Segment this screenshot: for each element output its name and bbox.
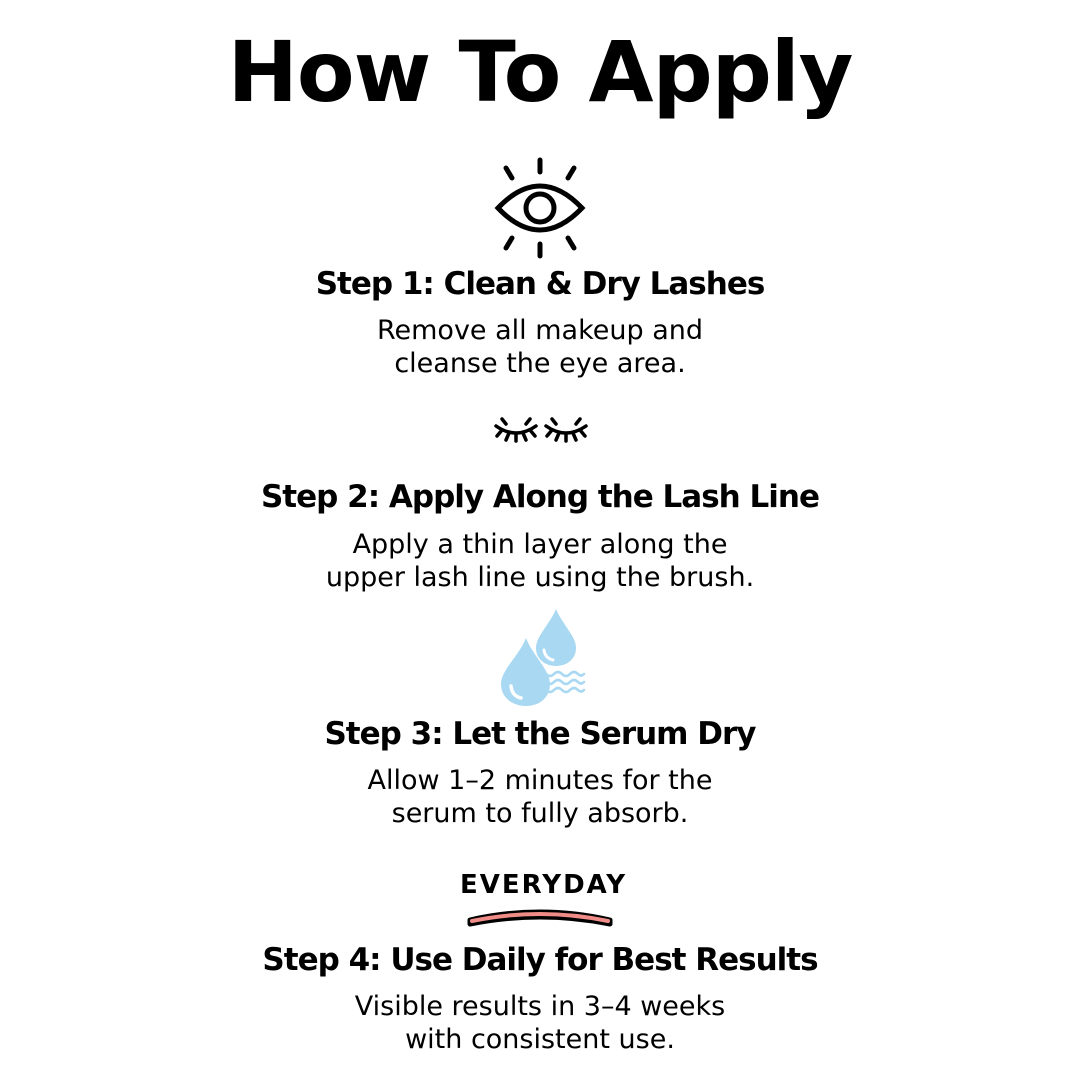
- everyday-swoosh: [464, 900, 616, 930]
- step-4-description: [0, 990, 1080, 1056]
- step-1-description-line: cleanse the eye area.: [394, 348, 686, 379]
- step-4-title: Step 4: Use Daily for Best Results: [262, 942, 818, 978]
- everyday-badge-icon: [460, 870, 628, 930]
- everyday-badge-text: EVERYDAY: [460, 870, 628, 900]
- step-4-description-line: with consistent use.: [405, 1024, 675, 1055]
- step-2-description: [0, 528, 1080, 594]
- closed-eyes-lashes-icon: [492, 416, 590, 444]
- step-1-description-line: Remove all makeup and: [376, 315, 704, 346]
- step-3-description-line: Allow 1–2 minutes for the: [367, 765, 713, 796]
- step-3-description-line: serum to fully absorb.: [391, 798, 689, 829]
- water-drops-icon: [498, 606, 588, 710]
- step-2-description-line: Apply a thin layer along the: [352, 529, 728, 560]
- step-4-description-line: Visible results in 3–4 weeks: [354, 991, 726, 1022]
- step-3-title: Step 3: Let the Serum Dry: [324, 716, 756, 752]
- step-2-description-line: upper lash line using the brush.: [325, 562, 755, 593]
- step-1-description: [0, 314, 1080, 380]
- step-2-title: Step 2: Apply Along the Lash Line: [260, 479, 820, 515]
- step-3-description: [0, 764, 1080, 830]
- eye-icon: [490, 156, 590, 260]
- step-1-title: Step 1: Clean & Dry Lashes: [315, 266, 765, 302]
- page-title: How To Apply: [227, 23, 853, 121]
